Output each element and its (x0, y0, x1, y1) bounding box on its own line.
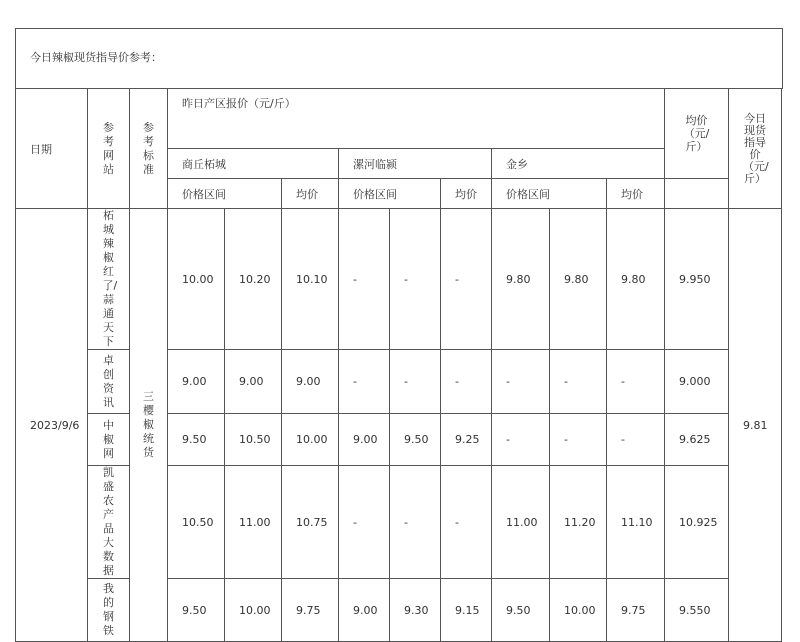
value-cell: 10.00 (225, 579, 282, 642)
header-avg-unit: 均价（元/斤） (665, 89, 729, 179)
value-cell: 10.20 (225, 209, 282, 350)
value-cell: 10.00 (282, 414, 339, 466)
avg-cell: 10.925 (665, 466, 729, 579)
value-cell: 9.15 (441, 579, 492, 642)
header-date: 日期 (16, 89, 88, 209)
header-region-shangqiu: 商丘柘城 (168, 149, 339, 179)
header-price-range: 价格区间 (168, 179, 282, 209)
value-cell: - (390, 209, 441, 350)
header-avg-blank (665, 179, 729, 209)
value-cell: 9.50 (168, 414, 225, 466)
value-cell: 11.00 (492, 466, 550, 579)
header-price-range: 价格区间 (492, 179, 607, 209)
value-cell: 9.00 (282, 350, 339, 414)
today-value-cell: 9.81 (729, 209, 782, 642)
value-cell: 9.75 (282, 579, 339, 642)
date-cell: 2023/9/6 (16, 209, 88, 642)
value-cell: 9.50 (492, 579, 550, 642)
value-cell: 9.25 (441, 414, 492, 466)
header-region-jinxiang: 金乡 (492, 149, 665, 179)
avg-cell: 9.550 (665, 579, 729, 642)
value-cell: - (492, 350, 550, 414)
avg-cell: 9.000 (665, 350, 729, 414)
value-cell: 11.00 (225, 466, 282, 579)
value-cell: - (441, 350, 492, 414)
price-sheet (15, 28, 782, 637)
avg-cell: 9.950 (665, 209, 729, 350)
header-yesterday-quote: 昨日产区报价（元/斤） (168, 89, 665, 149)
value-cell: - (390, 350, 441, 414)
value-cell: 9.80 (492, 209, 550, 350)
sheet-title: 今日辣椒现货指导价参考： (30, 51, 162, 64)
value-cell: - (607, 350, 665, 414)
value-cell: 10.00 (168, 209, 225, 350)
value-cell: 10.10 (282, 209, 339, 350)
site-cell: 中椒网 (88, 414, 130, 466)
site-cell: 柘城辣椒红了/蒜通天下 (88, 209, 130, 350)
value-cell: 9.00 (339, 579, 390, 642)
value-cell: 9.75 (607, 579, 665, 642)
site-cell: 凯盛农产品大数据 (88, 466, 130, 579)
header-avg: 均价 (607, 179, 665, 209)
header-price-range: 价格区间 (339, 179, 441, 209)
value-cell: - (390, 466, 441, 579)
value-cell: 9.30 (390, 579, 441, 642)
avg-cell: 9.625 (665, 414, 729, 466)
header-website: 参考网站 (88, 89, 130, 209)
value-cell: - (441, 209, 492, 350)
value-cell: 10.75 (282, 466, 339, 579)
value-cell: 9.80 (607, 209, 665, 350)
header-standard: 参考标准 (130, 89, 168, 209)
value-cell: - (339, 209, 390, 350)
value-cell: - (441, 466, 492, 579)
value-cell: 11.10 (607, 466, 665, 579)
value-cell: 9.50 (390, 414, 441, 466)
value-cell: 10.00 (550, 579, 607, 642)
value-cell: 9.50 (168, 579, 225, 642)
standard-cell: 三樱椒统货 (130, 209, 168, 642)
value-cell: 9.00 (168, 350, 225, 414)
price-table (15, 88, 782, 642)
table-row (16, 209, 782, 350)
value-cell: 11.20 (550, 466, 607, 579)
header-avg: 均价 (282, 179, 339, 209)
value-cell: - (339, 350, 390, 414)
value-cell: 10.50 (168, 466, 225, 579)
value-cell: 10.50 (225, 414, 282, 466)
value-cell: 9.00 (339, 414, 390, 466)
header-today-price: 今日现货指导价（元/斤） (729, 89, 782, 209)
header-avg: 均价 (441, 179, 492, 209)
site-cell: 我的钢铁 (88, 579, 130, 642)
value-cell: - (607, 414, 665, 466)
header-region-luohe: 漯河临颍 (339, 149, 492, 179)
title-box (15, 28, 783, 89)
value-cell: 9.00 (225, 350, 282, 414)
value-cell: - (550, 414, 607, 466)
value-cell: 9.80 (550, 209, 607, 350)
site-cell: 卓创资讯 (88, 350, 130, 414)
value-cell: - (492, 414, 550, 466)
value-cell: - (339, 466, 390, 579)
value-cell: - (550, 350, 607, 414)
